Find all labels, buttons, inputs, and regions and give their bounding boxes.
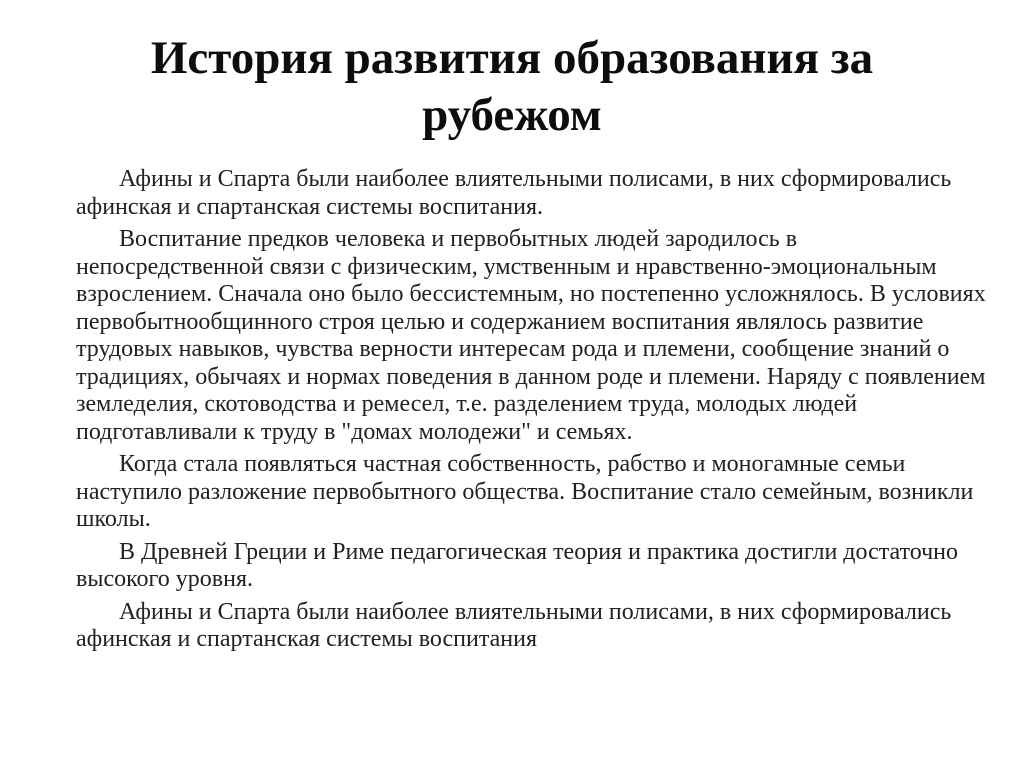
paragraph-primitive-education: Воспитание предков человека и первобытных людей зародилось в непосредственной связи с физическим, умственным и нравственно-эмоциональным взрослением. Сначала оно было бессистемным, но постепенно усложнялось. В условиях первобытнообщинного строя целью и содержанием воспитания являлось развитие трудовых навыков, чувства верности интересам рода и племени, сообщение знаний о традициях, обычаях и нормах поведения в данном роде и племени. Наряду с появлением земледелия, скотоводства и ремесел, т.е. разделением труда, молодых людей подготавливали к труду в "домах молодежи" и семьях.: [76, 226, 986, 445]
paragraph-athens-sparta: Афины и Спарта были наиболее влиятельными полисами, в них сформировались афинская и спартанская системы воспитания.: [76, 166, 952, 220]
slide-title: История развития образования за рубежом: [150, 32, 874, 142]
paragraph-athens-sparta-repeat: Афины и Спарта были наиболее влиятельными полисами, в них сформировались афинская и спартанская системы воспитания: [76, 598, 952, 652]
paragraph-greece-rome: В Древней Греции и Риме педагогическая теория и практика достигли достаточно высокого уровня.: [76, 538, 959, 592]
slide-body: [76, 166, 986, 659]
paragraph-private-property: Когда стала появляться частная собственность, рабство и моногамные семьи наступило разложение первобытного общества. Воспитание стало семейным, возникли школы.: [76, 451, 974, 532]
